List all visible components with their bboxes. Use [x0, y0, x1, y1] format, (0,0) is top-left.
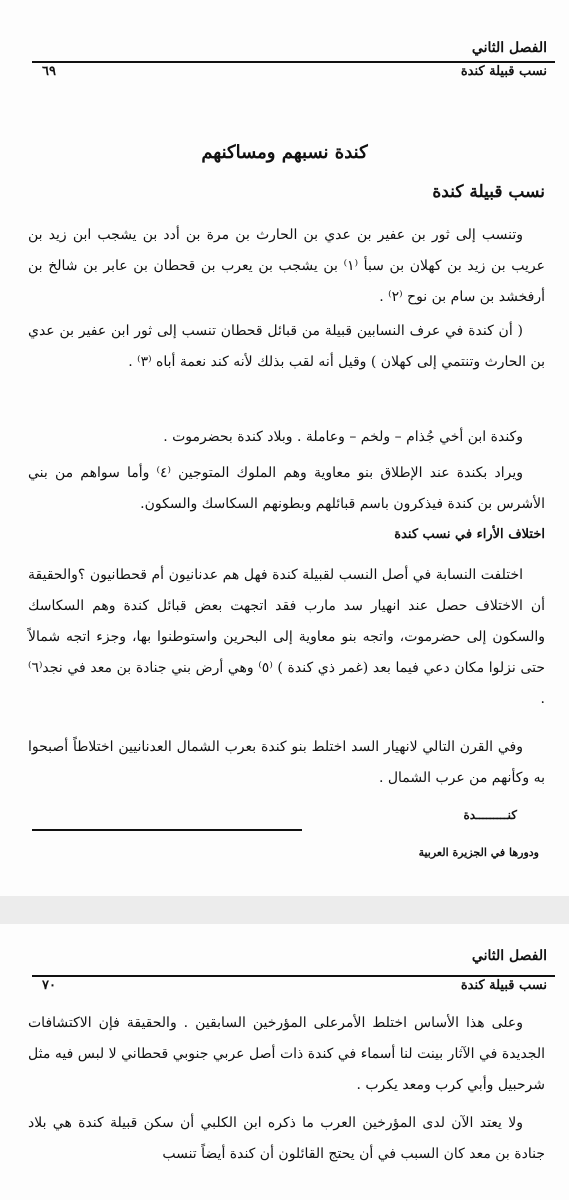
paragraph-definition: ( أن كندة في عرف النسابين قبيلة من قبائل قحطان تنسب إلى ثور ابن عفير بن عدي بن الحارث وتنتمي إلى كهلان ) وقيل أنه لقب بذلك لأنه كند نعمة أباه ⁽٣⁾ . — [28, 323, 545, 370]
running-title: نسب قبيلة كندة — [460, 978, 547, 993]
page-number: ٧٠ — [42, 978, 56, 993]
chapter-label: الفصل الثاني — [471, 948, 547, 964]
running-title: نسب قبيلة كندة — [460, 64, 547, 79]
paragraph-muawiya: ويراد بكندة عند الإطلاق بنو معاوية وهم الملوك المتوجين ⁽٤⁾ وأما سواهم من بني الأشرس بن كندة فيذكرون باسم قبائلهم وبطونهم السكاسك والسكون. — [28, 465, 545, 512]
footer-book-title: كنـــــــــدة — [463, 808, 517, 822]
sub-heading: نسب قبيلة كندة — [432, 182, 545, 202]
footer-book-subtitle: ودورها في الجزيرة العربية — [418, 846, 539, 859]
book-page-70 — [0, 924, 569, 1200]
paragraph-confusion: وعلى هذا الأساس اختلط الأمرعلى المؤرخين السابقين . والحقيقة فإن الاكتشافات الجديدة في الآثار بينت لنا أسماء في كندة ذات أصل عربي جنوبي قحطاني لا لبس فيه مثل شرحبيل وأبي كرب ومعد يكرب . — [28, 1015, 545, 1093]
footer-rule — [32, 829, 302, 831]
header-rule — [32, 61, 555, 63]
paragraph-ibn-kalbi: ولا يعتد الآن لدى المؤرخين العرب ما ذكره ابن الكلبي أن سكن قبيلة كندة هي بلاد جنادة بن معد كان السبب في أن يحتج القائلون أن كندة أيضاً تنسب — [28, 1115, 545, 1162]
paragraph-kinship: وكندة ابن أخي جُذام – ولخم – وعاملة . وبلاد كندة بحضرموت . — [163, 429, 523, 445]
header-rule — [32, 975, 555, 977]
paragraph-disagreement: اختلفت النسابة في أصل النسب لقبيلة كندة فهل هم عدنانيون أم قحطانيون ؟والحقيقة أن الاختلاف حصل عند انهيار سد مارب فقد اتجهت بعض قبائل كندة وهم السكاسك والسكون إلى حضرموت، واتجه بنو معاوية إلى البحرين واستوطنوا بها، وجزء اتجه شمالاً حتى نزلوا مكان دعي فيما بعد (غمر ذي كندة ) ⁽٥⁾ وهي أرض بني جنادة بن معد في نجد⁽٦⁾ . — [28, 567, 546, 707]
main-heading: كندة نسبهم ومساكنهم — [201, 142, 368, 163]
chapter-label: الفصل الثاني — [471, 40, 547, 56]
paragraph-next-century: وفي القرن التالي لانهيار السد اختلط بنو كندة بعرب الشمال العدنانيين اختلاطاً أصبحوا به وكأنهم من عرب الشمال . — [28, 739, 545, 786]
paragraph-lineage: وتنسب إلى ثور بن عفير بن عدي بن الحارث بن مرة بن أدد بن يشجب ابن زيد بن عريب بن زيد بن كهلان بن سبأ ⁽١⁾ بن يشجب بن يعرب بن قحطان بن عابر بن شالخ بن أرفخشد بن سام بن نوح ⁽٢⁾ . — [28, 227, 545, 305]
section-heading: اختلاف الأراء في نسب كندة — [394, 527, 545, 542]
page-number: ٦٩ — [42, 64, 56, 79]
